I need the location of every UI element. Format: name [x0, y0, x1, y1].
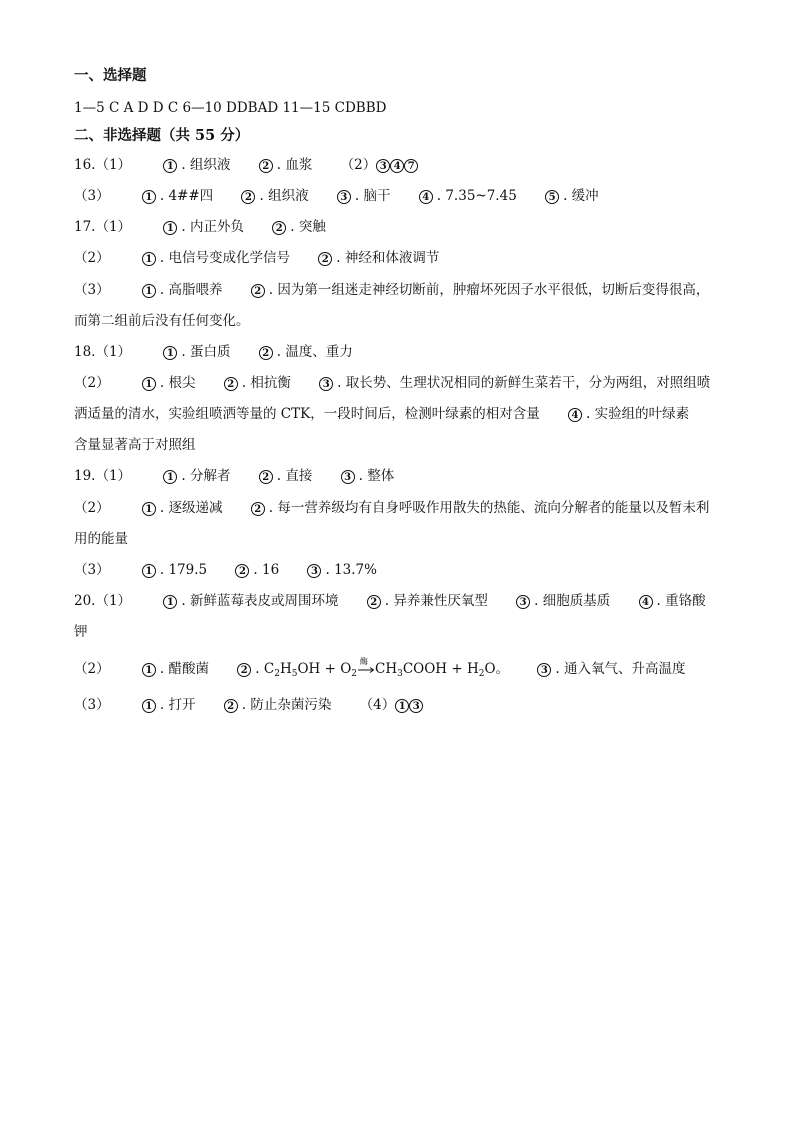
answer-item: 2 . 16: [235, 562, 279, 578]
q19-line-2: [74, 500, 709, 516]
answer-item: 1 . 电信号变成化学信号: [142, 250, 290, 266]
continuation-text: 含量显著高于对照组: [74, 437, 196, 453]
q16-line-2: [74, 188, 599, 204]
circled-number: 3: [341, 470, 355, 484]
circled-number: 3: [319, 377, 333, 391]
answer-item: 2 . 组织液: [241, 188, 308, 204]
q20-line-1: [74, 593, 706, 609]
answer-item: 1 . 4##四: [142, 188, 213, 204]
q18-line-3: [74, 406, 689, 422]
circled-number: 3: [537, 663, 551, 677]
circled-number: 2: [235, 564, 249, 578]
circled-number: 7: [404, 159, 418, 173]
answer-item: 1 . 内正外负: [163, 219, 244, 235]
answer-item: 3 . 13.7%: [307, 562, 376, 578]
q19-line-3: [74, 562, 377, 578]
q17-line-3: [74, 282, 709, 298]
circled-number: 1: [142, 699, 156, 713]
answer-item: 4 . 7.35~7.45: [419, 188, 517, 204]
q16-line-1: [74, 157, 418, 173]
answer-item: 5 . 缓冲: [545, 188, 599, 204]
question-number: 20.（1）: [74, 593, 132, 609]
circled-number: 2: [251, 284, 265, 298]
reaction-arrow: [357, 657, 375, 675]
circled-number: 2: [224, 699, 238, 713]
question-number: （2）: [74, 250, 110, 266]
circled-number: 1: [142, 502, 156, 516]
circled-number: 1: [142, 252, 156, 266]
circled-number: 2: [259, 346, 273, 360]
q17-line-2: [74, 250, 439, 266]
circled-number: 4: [419, 190, 433, 204]
q17-line-1: [74, 219, 326, 235]
circled-number: 3: [376, 159, 390, 173]
circled-number: 2: [224, 377, 238, 391]
continuation-text: 而第二组前后没有任何变化。: [74, 313, 250, 329]
circled-number: 1: [163, 221, 177, 235]
answer-item: 2 . 异养兼性厌氧型: [367, 593, 488, 609]
continuation-text: 用的能量: [74, 531, 128, 547]
q20-line-2: [74, 657, 686, 682]
circled-number: 1: [163, 595, 177, 609]
answer-item: 3 . 细胞质基质: [516, 593, 610, 609]
answer-item: 1 . 分解者: [163, 468, 230, 484]
answer-item: （2） 3 4 7: [341, 157, 419, 173]
circled-number: 1: [163, 346, 177, 360]
section-1-title: 一、选择题: [74, 67, 147, 84]
answer-item: 2 . 因为第一组迷走神经切断前，肿瘤坏死因子水平很低，切断后变得很高，: [251, 282, 710, 298]
question-number: （2）: [74, 661, 110, 677]
circled-number: 4: [390, 159, 404, 173]
answer-item: 2 . 突触: [272, 219, 326, 235]
circled-number: 1: [163, 159, 177, 173]
answer-item: 3 . 取长势、生理状况相同的新鲜生菜若干，分为两组，对照组喷: [319, 375, 710, 391]
question-number: 18.（1）: [74, 344, 132, 360]
circled-number: 3: [516, 595, 530, 609]
question-number: （2）: [74, 500, 110, 516]
answer-item: 2 . 每一营养级均有自身呼吸作用散失的热能、流向分解者的能量以及暂未利: [251, 500, 710, 516]
answer-item: 1 . 高脂喂养: [142, 282, 223, 298]
circled-number: 2: [251, 502, 265, 516]
q20-line-3: [74, 697, 423, 713]
answer-item: （4） 1 3: [360, 697, 424, 713]
circled-number: 1: [142, 663, 156, 677]
answer-item: 1 . 醋酸菌: [142, 661, 209, 677]
circled-number: 3: [337, 190, 351, 204]
circled-number: 3: [307, 564, 321, 578]
question-number: （3）: [74, 562, 110, 578]
answer-item: 2 . 血浆: [259, 157, 313, 173]
circled-number: 1: [142, 377, 156, 391]
answer-item: 2 . 防止杂菌污染: [224, 697, 332, 713]
circled-number: 2: [259, 159, 273, 173]
circled-number: 1: [163, 470, 177, 484]
circled-number: 4: [639, 595, 653, 609]
answer-item: 2 . 相抗衡: [224, 375, 291, 391]
answer-item: 1 . 新鲜蓝莓表皮或周围环境: [163, 593, 338, 609]
answer-item: 1 . 逐级递减: [142, 500, 223, 516]
circled-number: 1: [142, 564, 156, 578]
circled-number: 5: [545, 190, 559, 204]
answer-item: 3 . 整体: [341, 468, 395, 484]
circled-number: 2: [318, 252, 332, 266]
question-number: 19.（1）: [74, 468, 132, 484]
answer-item: 2 . 温度、重力: [259, 344, 353, 360]
question-number: （3）: [74, 282, 110, 298]
q18-line-2: [74, 375, 710, 391]
continuation-text: 钾: [74, 624, 88, 640]
circled-number: 2: [259, 470, 273, 484]
question-number: 17.（1）: [74, 219, 132, 235]
answer-item: 3 . 通入氧气、升高温度: [537, 661, 685, 677]
circled-number: 2: [237, 663, 251, 677]
answer-item: 3 . 脑干: [337, 188, 391, 204]
question-number: （2）: [74, 375, 110, 391]
circled-number: 2: [272, 221, 286, 235]
choice-answers: 1—5 C A D D C 6—10 DDBAD 11—15 CDBBD: [74, 100, 387, 116]
answer-item: 4 . 重铬酸: [639, 593, 706, 609]
answer-item: 2 . 神经和体液调节: [318, 250, 439, 266]
circled-number: 1: [142, 284, 156, 298]
answer-item: 1 . 根尖: [142, 375, 196, 391]
answer-item: 1 . 组织液: [163, 157, 230, 173]
answer-item: 4 . 实验组的叶绿素: [568, 406, 689, 422]
circled-number: 3: [409, 699, 423, 713]
circled-number: 2: [241, 190, 255, 204]
circled-number: 4: [568, 408, 582, 422]
q18-line-1: [74, 344, 353, 360]
q19-line-1: [74, 468, 394, 484]
circled-number: 1: [142, 190, 156, 204]
answer-item: 1 . 蛋白质: [163, 344, 230, 360]
chemical-equation: 2 . $C_2H_5OH + O_2$ 酶 $CH_3COOH + H_2O$。: [237, 661, 509, 682]
question-number: （3）: [74, 188, 110, 204]
continuation-text: 洒适量的清水，实验组喷洒等量的 CTK，一段时间后，检测叶绿素的相对含量: [74, 406, 540, 422]
enzyme-label: 酶: [360, 657, 368, 666]
section-2-title: 二、非选择题（共 55 分）: [74, 127, 250, 144]
circled-number: 1: [395, 699, 409, 713]
question-number: 16.（1）: [74, 157, 132, 173]
question-number: （3）: [74, 697, 110, 713]
circled-number: 2: [367, 595, 381, 609]
answer-item: 1 . 打开: [142, 697, 196, 713]
answer-item: 1 . 179.5: [142, 562, 207, 578]
answer-item: 2 . 直接: [259, 468, 313, 484]
